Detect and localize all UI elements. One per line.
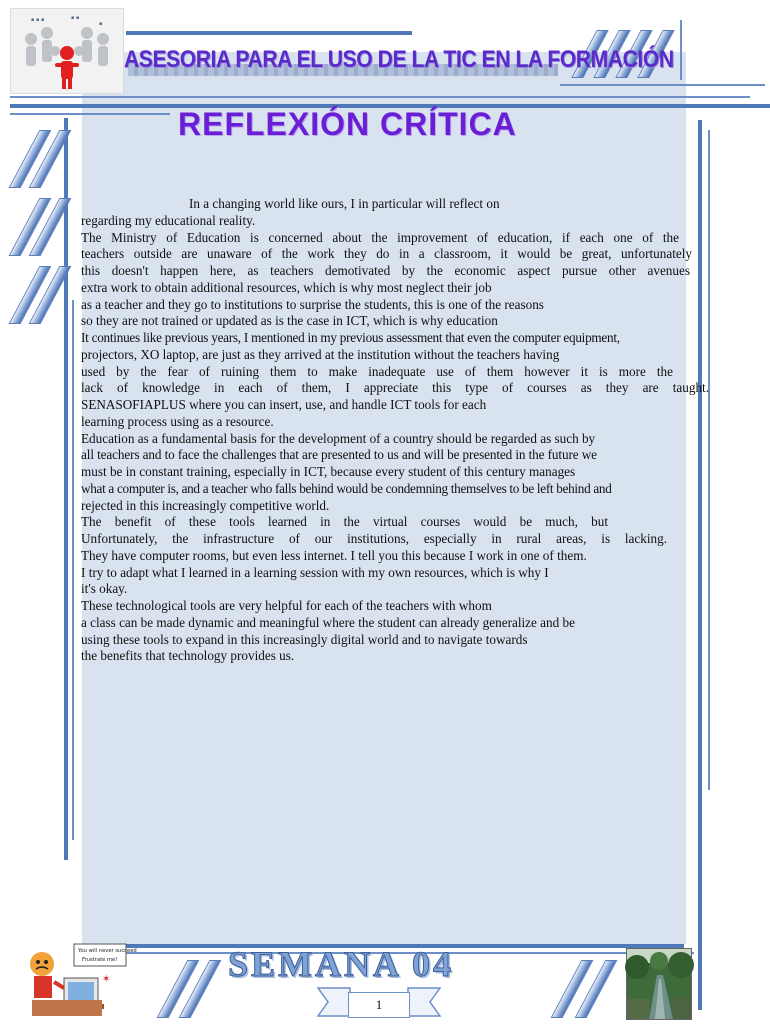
- body-line: SENASOFIAPLUS where you can insert, use, and handle ICT tools for each: [81, 397, 487, 412]
- body-line: used by the fear of ruining them to make inadequate use of them however it is more the: [81, 363, 673, 379]
- body-line: The benefit of these tools learned in the virtual courses would be much, but: [81, 514, 608, 530]
- svg-text:Frustrate me!: Frustrate me!: [82, 957, 118, 963]
- body-line: extra work to obtain additional resources, which is why most neglect their job: [81, 279, 492, 295]
- body-line: lack of knowledge in each of them, I appreciate this type of courses as they are taught.: [81, 380, 709, 396]
- body-text: [81, 196, 711, 665]
- page-title: REFLEXIÓN CRÍTICA: [178, 106, 517, 142]
- body-line: this doesn't happen here, as teachers demotivated by the economic aspect pursue other avenues: [81, 263, 690, 278]
- frustrated-computer-user-icon: [24, 938, 137, 1022]
- teamwork-people-icon: [10, 8, 124, 94]
- frame-line-left: [64, 118, 68, 860]
- body-line: rejected in this increasingly competitive world.: [81, 497, 330, 513]
- body-line: The Ministry of Education is concerned about the improvement of education, if each one of the: [81, 229, 679, 245]
- body-line: the benefits that technology provides us.: [81, 648, 295, 664]
- svg-text:▪ ▪: ▪ ▪: [71, 15, 80, 21]
- body-line: so they are not trained or updated as is the case in ICT, which is why education: [81, 313, 498, 329]
- frame-line-header-3: [10, 113, 170, 115]
- body-line: These technological tools are very helpful for each of the teachers with whom: [81, 598, 492, 613]
- body-line: They have computer rooms, but even less internet. I tell you this because I work in one of them.: [81, 547, 587, 563]
- body-line: using these tools to expand in this increasingly digital world and to navigate towards: [81, 631, 528, 647]
- body-line: must be in constant training, especially in ICT, because every student of this century manages: [81, 464, 576, 479]
- body-line: Education as a fundamental basis for the development of a country should be regarded as such by: [81, 430, 596, 446]
- header-title: ASESORIA PARA EL USO DE LA TIC EN LA FORMACIÓN: [124, 46, 674, 73]
- svg-text:▪ ▪ ▪: ▪ ▪ ▪: [31, 17, 45, 23]
- body-line: teachers outside are unaware of the work they do in a classroom, it would be great, unfortunately: [81, 246, 692, 262]
- body-line: In a changing world like ours, I in particular will reflect on: [189, 196, 500, 211]
- svg-text:✶: ✶: [102, 974, 111, 985]
- svg-text:You will never succeed: You will never succeed: [78, 948, 137, 954]
- frame-line-top: [126, 31, 412, 35]
- body-line: I try to adapt what I learned in a learning session with my own resources, which is why I: [81, 564, 549, 580]
- body-line: what a computer is, and a teacher who falls behind would be condemning themselves to be left behind and: [81, 480, 612, 496]
- svg-text:▪: ▪: [99, 21, 103, 27]
- page-number: 1: [348, 992, 410, 1018]
- footer-title: SEMANA 04: [228, 944, 455, 984]
- body-line: regarding my educational reality.: [81, 212, 256, 228]
- body-line: a class can be made dynamic and meaningful where the student can already generalize and be: [81, 614, 575, 630]
- frame-line-top-right: [680, 20, 682, 80]
- canal-landscape-photo-icon: [626, 948, 692, 1020]
- body-line: learning process using as a resource.: [81, 413, 274, 429]
- body-line: as a teacher and they go to institutions to surprise the students, this is one of the reasons: [81, 296, 544, 312]
- body-line: It continues like previous years, I mentioned in my previous assessment that even the computer equipment,: [81, 330, 620, 345]
- frame-line-left-inner: [72, 300, 74, 840]
- body-line: projectors, XO laptop, are just as they arrived at the institution without the teachers having: [81, 346, 560, 362]
- body-line: all teachers and to face the challenges that are presented to us and will be presented in the future we: [81, 447, 597, 463]
- body-line: it's okay.: [81, 581, 128, 597]
- body-line: Unfortunately, the infrastructure of our institutions, especially in rural areas, is lacking.: [81, 531, 667, 546]
- frame-line-header-1: [10, 96, 750, 98]
- frame-line-header-4: [560, 84, 765, 86]
